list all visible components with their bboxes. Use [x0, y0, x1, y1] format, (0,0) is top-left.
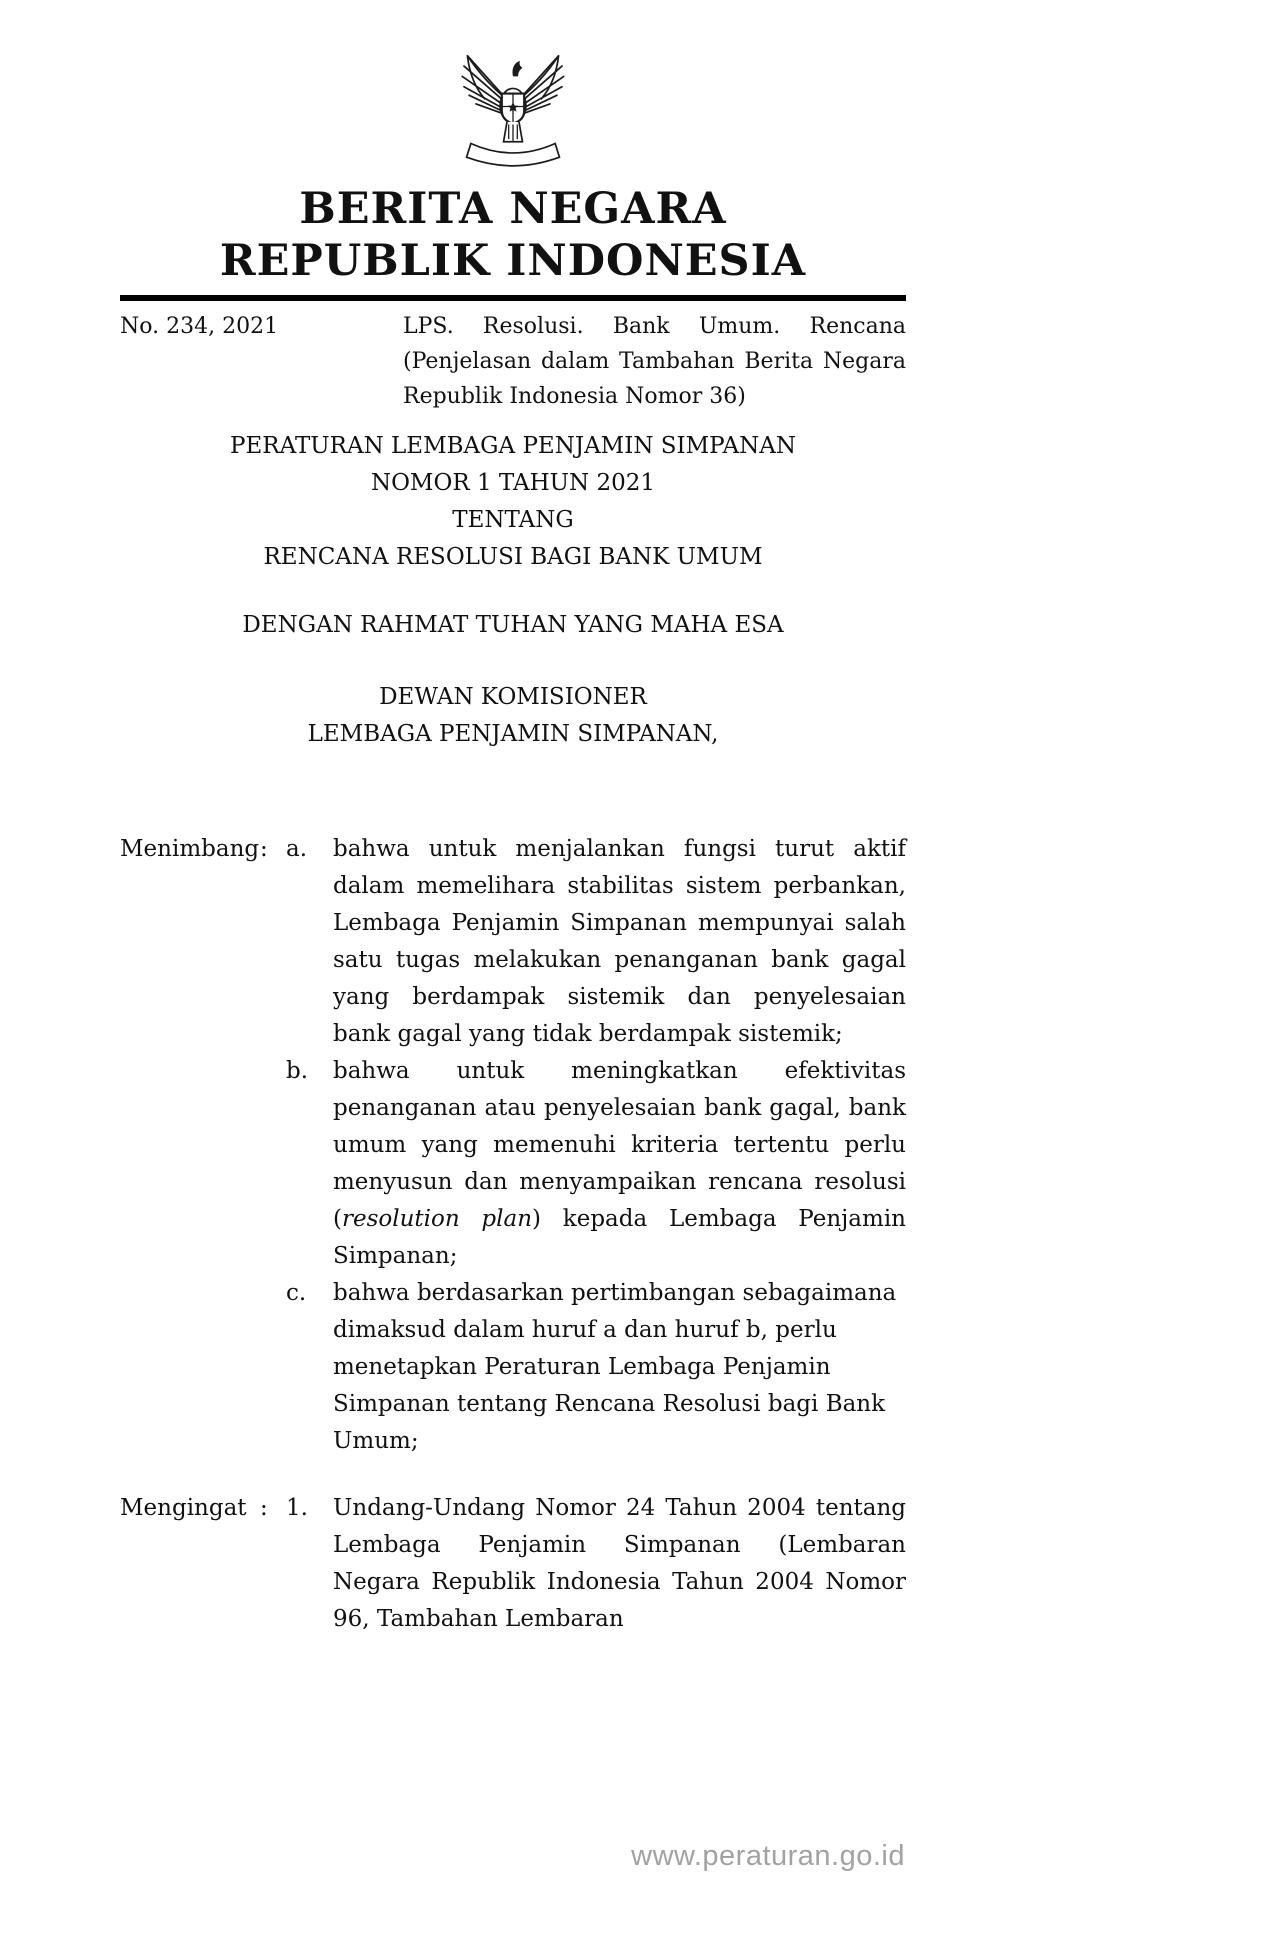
emblem-container	[120, 0, 906, 175]
masthead-title	[120, 183, 906, 287]
masthead-divider	[120, 295, 906, 301]
clause-row-menimbang-c	[120, 1275, 906, 1460]
item-marker: c.	[286, 1280, 307, 1306]
item-text	[333, 1490, 906, 1638]
peraturan-watermark: www.peraturan.go.id	[631, 1840, 905, 1872]
gazette-number: No. 234, 2021	[120, 314, 279, 339]
item-text	[333, 831, 906, 1053]
item-text-before: bahwa untuk meningkatkan efektivitas penanganan atau penyelesaian bank gagal, bank umum yang memenuhi kriteria tertentu perlu menyusun dan menyampaikan rencana resolusi (	[333, 1058, 906, 1232]
invocation-block	[120, 607, 906, 644]
colon-spacer	[260, 1053, 286, 1275]
regulation-number: NOMOR 1 TAHUN 2021	[370, 470, 656, 496]
item-text	[333, 1053, 906, 1275]
legal-basis-section	[120, 1490, 906, 1638]
item-text-before: bahwa berdasarkan pertimbangan sebagaimana dimaksud dalam huruf a dan huruf b, perlu menetapkan Peraturan Lembaga Penjamin Simpanan tentang Rencana Resolusi bagi Bank Umum;	[333, 1280, 897, 1454]
colon: :	[260, 1495, 268, 1521]
clause-row-mengingat-1	[120, 1490, 906, 1638]
gazette-subject: LPS. Resolusi. Bank Umum. Rencana (Penjelasan dalam Tambahan Berita Negara Republik Indonesia Nomor 36)	[403, 314, 906, 409]
gazette-header-row	[120, 309, 906, 414]
item-marker: b.	[286, 1058, 309, 1084]
issuing-authority-block	[120, 679, 906, 753]
mengingat-label: Mengingat	[120, 1495, 247, 1521]
item-text-after: ) kepada Lembaga Penjamin Simpanan;	[333, 1206, 906, 1269]
menimbang-label: Menimbang	[120, 836, 260, 862]
regulation-title: PERATURAN LEMBAGA PENJAMIN SIMPANAN	[230, 433, 796, 459]
regulation-subject: RENCANA RESOLUSI BAGI BANK UMUM	[263, 544, 763, 570]
item-marker: 1.	[286, 1495, 308, 1521]
issuing-authority-line1: DEWAN KOMISIONER	[379, 684, 647, 710]
masthead-title-line1: BERITA NEGARA	[299, 184, 727, 234]
colon-spacer	[260, 1275, 286, 1460]
item-text-italic: resolution plan	[341, 1206, 533, 1232]
considerations-section	[120, 831, 906, 1460]
issuing-authority-line2: LEMBAGA PENJAMIN SIMPANAN,	[307, 721, 719, 747]
invocation-line: DENGAN RAHMAT TUHAN YANG MAHA ESA	[242, 612, 784, 638]
garuda-pancasila-emblem-icon	[457, 42, 569, 171]
masthead-title-line2: REPUBLIK INDONESIA	[219, 236, 807, 286]
tentang-label: TENTANG	[452, 507, 574, 533]
regulation-title-block	[120, 428, 906, 576]
item-marker: a.	[286, 836, 308, 862]
label-spacer	[120, 1275, 260, 1460]
clause-row-menimbang-a	[120, 831, 906, 1053]
item-text-before: Undang-Undang Nomor 24 Tahun 2004 tentang Lembaga Penjamin Simpanan (Lembaran Negara Republik Indonesia Tahun 2004 Nomor 96, Tambahan Lembaran	[333, 1495, 906, 1632]
label-spacer	[120, 1053, 260, 1275]
item-text	[333, 1275, 906, 1460]
page-content	[120, 0, 906, 1638]
clause-row-menimbang-b	[120, 1053, 906, 1275]
item-text-before: bahwa untuk menjalankan fungsi turut aktif dalam memelihara stabilitas sistem perbankan, Lembaga Penjamin Simpanan mempunyai salah satu tugas melakukan penanganan bank gagal yang berdampak sistemik dan penyelesaian bank gagal yang tidak berdampak sistemik;	[333, 836, 906, 1047]
colon: :	[260, 836, 268, 862]
